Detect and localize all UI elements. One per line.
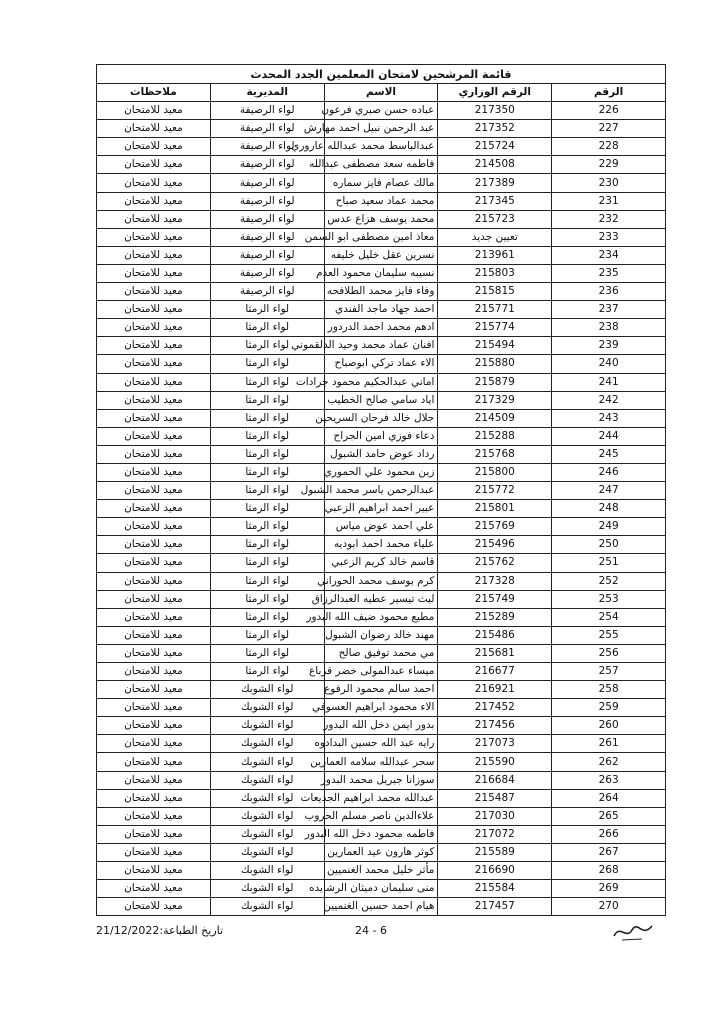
row-notes: معيد للامتحان [97, 156, 211, 174]
row-number: 244 [552, 427, 666, 445]
row-directorate: لواء الرصيفة [210, 246, 324, 264]
row-directorate: لواء الشوبك [210, 753, 324, 771]
row-directorate: لواء الشوبك [210, 807, 324, 825]
row-directorate: لواء الرمثا [210, 554, 324, 572]
row-ministry-id: 217328 [438, 572, 552, 590]
row-name: عبير احمد ابراهيم الزعبي [324, 500, 438, 518]
row-number: 228 [552, 138, 666, 156]
row-notes: معيد للامتحان [97, 807, 211, 825]
row-name: معاذ امين مصطفى ابو السمن [324, 228, 438, 246]
row-ministry-id: 215496 [438, 536, 552, 554]
table-row [97, 807, 666, 825]
row-number: 226 [552, 102, 666, 120]
row-ministry-id: تعيين جديد [438, 228, 552, 246]
row-ministry-id: 215769 [438, 518, 552, 536]
row-ministry-id: 217389 [438, 174, 552, 192]
table-row [97, 373, 666, 391]
row-directorate: لواء الشوبك [210, 880, 324, 898]
row-ministry-id: 215589 [438, 843, 552, 861]
row-name: علياء محمد احمد ابوديه [324, 536, 438, 554]
row-directorate: لواء الرمثا [210, 518, 324, 536]
row-directorate: لواء الرمثا [210, 319, 324, 337]
row-directorate: لواء الرمثا [210, 663, 324, 681]
row-name: ليث تيسير عطيه العبدالرزاق [324, 590, 438, 608]
row-directorate: لواء الرمثا [210, 445, 324, 463]
row-notes: معيد للامتحان [97, 554, 211, 572]
row-ministry-id: 215590 [438, 753, 552, 771]
header-name: الاسم [324, 84, 438, 102]
row-name: عبدالله محمد ابراهيم الجديعات [324, 789, 438, 807]
row-ministry-id: 217457 [438, 898, 552, 916]
candidates-table [96, 64, 666, 916]
row-ministry-id: 217352 [438, 120, 552, 138]
row-number: 246 [552, 463, 666, 481]
row-number: 248 [552, 500, 666, 518]
row-number: 238 [552, 319, 666, 337]
row-directorate: لواء الرصيفة [210, 283, 324, 301]
row-number: 233 [552, 228, 666, 246]
row-ministry-id: 215584 [438, 880, 552, 898]
row-name: عباده حسن صبري فرعون [324, 102, 438, 120]
row-name: عبدالرحمن ياسر محمد الشبول [324, 482, 438, 500]
table-row [97, 138, 666, 156]
row-notes: معيد للامتحان [97, 771, 211, 789]
row-number: 269 [552, 880, 666, 898]
table-row [97, 554, 666, 572]
row-ministry-id: 215762 [438, 554, 552, 572]
row-notes: معيد للامتحان [97, 337, 211, 355]
row-number: 259 [552, 699, 666, 717]
table-row [97, 500, 666, 518]
row-name: ادهم محمد احمد الدردور [324, 319, 438, 337]
row-name: ميساء عبدالمولى خضر قرباع [324, 663, 438, 681]
table-row [97, 156, 666, 174]
row-number: 227 [552, 120, 666, 138]
row-name: نسيبه سليمان محمود العدم [324, 264, 438, 282]
row-ministry-id: 215801 [438, 500, 552, 518]
signature-mark [612, 920, 654, 944]
table-row [97, 626, 666, 644]
row-name: فاطمه محمود دخل الله البدور [324, 825, 438, 843]
row-notes: معيد للامتحان [97, 301, 211, 319]
row-directorate: لواء الشوبك [210, 735, 324, 753]
row-directorate: لواء الرمثا [210, 572, 324, 590]
row-name: سحر عبدالله سلامه العمارين [324, 753, 438, 771]
row-number: 234 [552, 246, 666, 264]
row-ministry-id: 215800 [438, 463, 552, 481]
row-ministry-id: 215774 [438, 319, 552, 337]
table-row [97, 246, 666, 264]
title-row [97, 65, 666, 84]
row-notes: معيد للامتحان [97, 644, 211, 662]
row-name: رداد عوض حامد الشبول [324, 445, 438, 463]
row-notes: معيد للامتحان [97, 445, 211, 463]
table-row [97, 301, 666, 319]
row-number: 242 [552, 391, 666, 409]
row-notes: معيد للامتحان [97, 898, 211, 916]
table-row [97, 283, 666, 301]
table-row [97, 192, 666, 210]
table-body [97, 102, 666, 916]
row-number: 243 [552, 409, 666, 427]
row-ministry-id: 215486 [438, 626, 552, 644]
row-ministry-id: 215288 [438, 427, 552, 445]
row-notes: معيد للامتحان [97, 862, 211, 880]
table-row [97, 699, 666, 717]
row-notes: معيد للامتحان [97, 572, 211, 590]
row-ministry-id: 217073 [438, 735, 552, 753]
table-row [97, 717, 666, 735]
row-directorate: لواء الرمثا [210, 644, 324, 662]
table-row [97, 644, 666, 662]
row-number: 239 [552, 337, 666, 355]
row-ministry-id: 216677 [438, 663, 552, 681]
header-number: الرقم [552, 84, 666, 102]
row-name: عبدالباسط محمد عبدالله عاروري [324, 138, 438, 156]
row-notes: معيد للامتحان [97, 717, 211, 735]
row-name: رايه عبد الله حسين البدادوه [324, 735, 438, 753]
table-row [97, 210, 666, 228]
table-row [97, 482, 666, 500]
row-notes: معيد للامتحان [97, 681, 211, 699]
table-row [97, 463, 666, 481]
row-directorate: لواء الرصيفة [210, 120, 324, 138]
table-row [97, 174, 666, 192]
row-number: 258 [552, 681, 666, 699]
table-row [97, 536, 666, 554]
row-notes: معيد للامتحان [97, 319, 211, 337]
row-directorate: لواء الرصيفة [210, 174, 324, 192]
row-number: 232 [552, 210, 666, 228]
row-notes: معيد للامتحان [97, 536, 211, 554]
row-name: علاءالدين ناصر مسلم الحروب [324, 807, 438, 825]
row-notes: معيد للامتحان [97, 283, 211, 301]
row-ministry-id: 215803 [438, 264, 552, 282]
row-directorate: لواء الرصيفة [210, 156, 324, 174]
row-directorate: لواء الرصيفة [210, 210, 324, 228]
table-row [97, 735, 666, 753]
table-row [97, 391, 666, 409]
row-number: 263 [552, 771, 666, 789]
row-directorate: لواء الشوبك [210, 699, 324, 717]
row-number: 252 [552, 572, 666, 590]
row-ministry-id: 216684 [438, 771, 552, 789]
row-name: دعاء فوزي امين الجراح [324, 427, 438, 445]
row-ministry-id: 215772 [438, 482, 552, 500]
row-ministry-id: 217350 [438, 102, 552, 120]
row-name: اماني عبدالحكيم محمود جرادات [324, 373, 438, 391]
row-name: عبد الرحمن نبيل احمد مهارش [324, 120, 438, 138]
row-name: كرم يوسف محمد الحوراني [324, 572, 438, 590]
row-directorate: لواء الرمثا [210, 391, 324, 409]
row-name: جلال خالد فرحان السريحين [324, 409, 438, 427]
table-row [97, 843, 666, 861]
row-name: كوثر هارون عيد العمارين [324, 843, 438, 861]
row-number: 254 [552, 608, 666, 626]
row-notes: معيد للامتحان [97, 192, 211, 210]
row-ministry-id: 215724 [438, 138, 552, 156]
row-name: زين محمود علي الحموري [324, 463, 438, 481]
header-ministry-id: الرقم الوزاري [438, 84, 552, 102]
row-ministry-id: 215768 [438, 445, 552, 463]
header-row [97, 84, 666, 102]
row-directorate: لواء الرمثا [210, 301, 324, 319]
row-directorate: لواء الشوبك [210, 843, 324, 861]
table-row [97, 572, 666, 590]
row-number: 270 [552, 898, 666, 916]
row-number: 268 [552, 862, 666, 880]
table-row [97, 898, 666, 916]
row-directorate: لواء الرمثا [210, 590, 324, 608]
row-number: 231 [552, 192, 666, 210]
table-row [97, 337, 666, 355]
row-directorate: لواء الرصيفة [210, 192, 324, 210]
row-ministry-id: 214509 [438, 409, 552, 427]
row-directorate: لواء الشوبك [210, 825, 324, 843]
table-row [97, 825, 666, 843]
row-ministry-id: 215289 [438, 608, 552, 626]
row-directorate: لواء الرصيفة [210, 264, 324, 282]
row-ministry-id: 217452 [438, 699, 552, 717]
row-number: 236 [552, 283, 666, 301]
table-row [97, 789, 666, 807]
row-ministry-id: 215880 [438, 355, 552, 373]
row-number: 249 [552, 518, 666, 536]
row-directorate: لواء الرمثا [210, 427, 324, 445]
row-number: 240 [552, 355, 666, 373]
row-directorate: لواء الشوبك [210, 681, 324, 699]
table-row [97, 264, 666, 282]
row-directorate: لواء الرمثا [210, 500, 324, 518]
row-notes: معيد للامتحان [97, 843, 211, 861]
row-ministry-id: 215771 [438, 301, 552, 319]
print-date: تاريخ الطباعة:21/12/2022 [96, 924, 224, 937]
row-name: فاطمه سعد مصطفى عبدالله [324, 156, 438, 174]
row-ministry-id: 216921 [438, 681, 552, 699]
row-number: 245 [552, 445, 666, 463]
row-ministry-id: 217456 [438, 717, 552, 735]
table-row [97, 518, 666, 536]
row-number: 265 [552, 807, 666, 825]
table-row [97, 445, 666, 463]
row-ministry-id: 215879 [438, 373, 552, 391]
row-name: علي احمد عوض مياس [324, 518, 438, 536]
row-notes: معيد للامتحان [97, 355, 211, 373]
row-ministry-id: 215749 [438, 590, 552, 608]
row-number: 247 [552, 482, 666, 500]
row-number: 230 [552, 174, 666, 192]
row-name: بدور ايمن دخل الله البدور [324, 717, 438, 735]
row-notes: معيد للامتحان [97, 880, 211, 898]
header-notes: ملاحظات [97, 84, 211, 102]
row-ministry-id: 214508 [438, 156, 552, 174]
row-number: 261 [552, 735, 666, 753]
table-row [97, 862, 666, 880]
row-number: 267 [552, 843, 666, 861]
row-notes: معيد للامتحان [97, 391, 211, 409]
row-notes: معيد للامتحان [97, 427, 211, 445]
row-name: مي محمد توفيق صالح [324, 644, 438, 662]
row-name: مطيع محمود ضيف الله البدور [324, 608, 438, 626]
table-row [97, 102, 666, 120]
row-directorate: لواء الرصيفة [210, 138, 324, 156]
header-directorate: المديرية [210, 84, 324, 102]
row-name: قاسم خالد كريم الزعبي [324, 554, 438, 572]
table-row [97, 355, 666, 373]
row-name: مأثر خليل محمد الغنميين [324, 862, 438, 880]
row-ministry-id: 215723 [438, 210, 552, 228]
row-number: 255 [552, 626, 666, 644]
row-notes: معيد للامتحان [97, 373, 211, 391]
row-notes: معيد للامتحان [97, 590, 211, 608]
row-notes: معيد للامتحان [97, 753, 211, 771]
row-name: الاء محمود ابراهيم العسوفي [324, 699, 438, 717]
row-notes: معيد للامتحان [97, 409, 211, 427]
table-row [97, 681, 666, 699]
table-row [97, 427, 666, 445]
row-ministry-id: 216690 [438, 862, 552, 880]
row-number: 250 [552, 536, 666, 554]
row-notes: معيد للامتحان [97, 120, 211, 138]
row-ministry-id: 215487 [438, 789, 552, 807]
row-name: منى سليمان دميثان الرشايده [324, 880, 438, 898]
row-name: احمد جهاد ماجد الفندي [324, 301, 438, 319]
table-row [97, 590, 666, 608]
row-number: 241 [552, 373, 666, 391]
row-number: 260 [552, 717, 666, 735]
row-notes: معيد للامتحان [97, 228, 211, 246]
row-directorate: لواء الشوبك [210, 862, 324, 880]
row-notes: معيد للامتحان [97, 102, 211, 120]
row-name: محمد يوسف هزاع عدس [324, 210, 438, 228]
row-name: وفاء فايز محمد الطلافحه [324, 283, 438, 301]
page-number: 24 - 6 [355, 924, 387, 937]
row-notes: معيد للامتحان [97, 210, 211, 228]
row-notes: معيد للامتحان [97, 735, 211, 753]
row-directorate: لواء الرمثا [210, 355, 324, 373]
row-name: مالك عصام فايز سماره [324, 174, 438, 192]
row-directorate: لواء الرمثا [210, 608, 324, 626]
row-ministry-id: 215815 [438, 283, 552, 301]
table-row [97, 228, 666, 246]
row-directorate: لواء الرمثا [210, 536, 324, 554]
row-directorate: لواء الشوبك [210, 789, 324, 807]
candidates-sheet [96, 64, 666, 916]
row-directorate: لواء الرمثا [210, 482, 324, 500]
row-notes: معيد للامتحان [97, 264, 211, 282]
row-number: 257 [552, 663, 666, 681]
row-number: 229 [552, 156, 666, 174]
row-name: احمد سالم محمود الرفوع [324, 681, 438, 699]
row-number: 256 [552, 644, 666, 662]
row-notes: معيد للامتحان [97, 608, 211, 626]
row-name: هيام احمد حسين الغنميين [324, 898, 438, 916]
row-directorate: لواء الرمثا [210, 463, 324, 481]
row-number: 251 [552, 554, 666, 572]
row-number: 253 [552, 590, 666, 608]
row-number: 266 [552, 825, 666, 843]
row-number: 262 [552, 753, 666, 771]
row-directorate: لواء الشوبك [210, 717, 324, 735]
table-row [97, 880, 666, 898]
row-notes: معيد للامتحان [97, 626, 211, 644]
row-notes: معيد للامتحان [97, 518, 211, 536]
row-directorate: لواء الرمثا [210, 337, 324, 355]
row-directorate: لواء الشوبك [210, 898, 324, 916]
row-name: نسرين عقل خليل خليفه [324, 246, 438, 264]
row-name: سوزانا جبريل محمد البدور [324, 771, 438, 789]
row-ministry-id: 215681 [438, 644, 552, 662]
row-directorate: لواء الرمثا [210, 409, 324, 427]
row-directorate: لواء الرمثا [210, 626, 324, 644]
row-notes: معيد للامتحان [97, 463, 211, 481]
table-title: قائمة المرشحين لامتحان المعلمين الجدد المحدث [97, 65, 666, 84]
row-ministry-id: 217329 [438, 391, 552, 409]
row-ministry-id: 217030 [438, 807, 552, 825]
row-notes: معيد للامتحان [97, 699, 211, 717]
row-name: اياد سامي صالح الخطيب [324, 391, 438, 409]
row-directorate: لواء الرمثا [210, 373, 324, 391]
row-notes: معيد للامتحان [97, 482, 211, 500]
table-row [97, 771, 666, 789]
row-directorate: لواء الرصيفة [210, 228, 324, 246]
row-number: 235 [552, 264, 666, 282]
row-ministry-id: 217072 [438, 825, 552, 843]
row-ministry-id: 213961 [438, 246, 552, 264]
row-ministry-id: 217345 [438, 192, 552, 210]
row-directorate: لواء الرصيفة [210, 102, 324, 120]
table-row [97, 608, 666, 626]
table-row [97, 409, 666, 427]
row-notes: معيد للامتحان [97, 789, 211, 807]
row-notes: معيد للامتحان [97, 500, 211, 518]
row-name: الاء عماد تركي ابوصباح [324, 355, 438, 373]
row-notes: معيد للامتحان [97, 663, 211, 681]
table-row [97, 663, 666, 681]
row-notes: معيد للامتحان [97, 138, 211, 156]
row-directorate: لواء الشوبك [210, 771, 324, 789]
row-name: افنان عماد محمد وحيد الدلقموني [324, 337, 438, 355]
table-row [97, 120, 666, 138]
row-number: 264 [552, 789, 666, 807]
row-number: 237 [552, 301, 666, 319]
row-ministry-id: 215494 [438, 337, 552, 355]
row-notes: معيد للامتحان [97, 246, 211, 264]
table-row [97, 753, 666, 771]
row-notes: معيد للامتحان [97, 825, 211, 843]
row-name: محمد عماد سعيد صباح [324, 192, 438, 210]
row-name: مهند خالد رضوان الشبول [324, 626, 438, 644]
row-notes: معيد للامتحان [97, 174, 211, 192]
table-row [97, 319, 666, 337]
